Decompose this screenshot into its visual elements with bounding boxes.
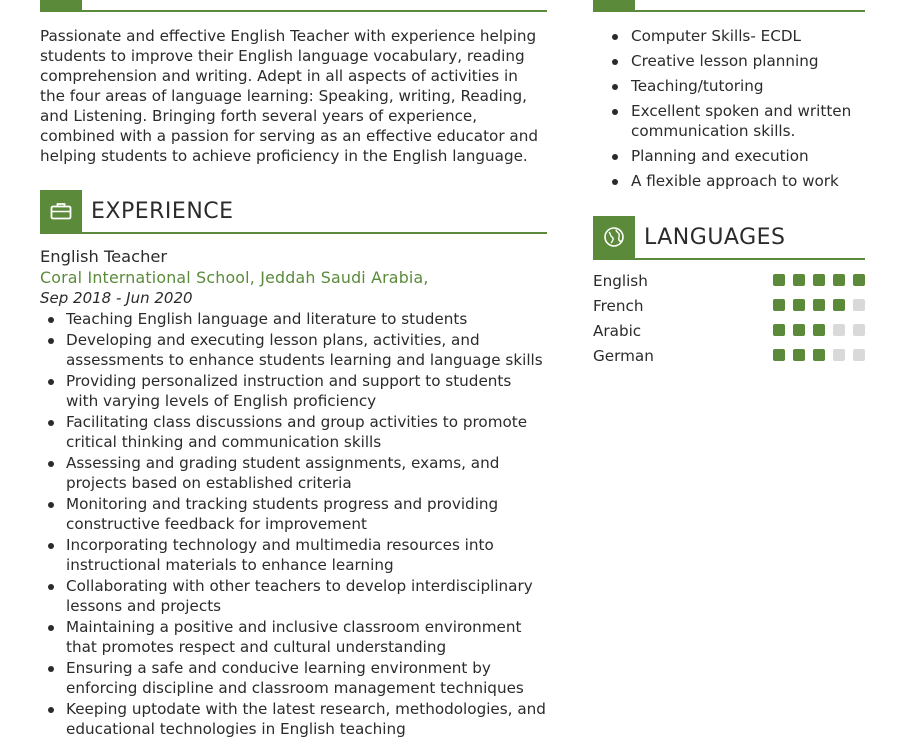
language-name: French <box>593 297 644 315</box>
level-dot-filled <box>773 324 785 336</box>
list-item: Providing personalized instruction and support to students with varying levels of English proficiency <box>40 371 547 412</box>
level-dot-filled <box>833 274 845 286</box>
language-name: English <box>593 272 648 290</box>
list-item: Incorporating technology and multimedia resources into instructional materials to enhance learning <box>40 535 547 576</box>
company-name: Coral International School, Jeddah Saudi Arabia, <box>40 268 429 287</box>
level-dot-empty <box>853 324 865 336</box>
level-dot-filled <box>773 274 785 286</box>
language-row <box>593 320 865 345</box>
list-item: Facilitating class discussions and group activities to promote critical thinking and communication skills <box>40 412 547 453</box>
list-item: Computer Skills- ECDL <box>612 26 852 46</box>
level-dot-filled <box>773 349 785 361</box>
level-dot-empty <box>853 299 865 311</box>
level-dot-filled <box>813 349 825 361</box>
level-dot-empty <box>853 349 865 361</box>
level-dot-filled <box>793 349 805 361</box>
level-dot-filled <box>813 274 825 286</box>
list-item: Creative lesson planning <box>612 51 852 71</box>
language-level <box>773 299 865 311</box>
job-title: English Teacher <box>40 247 168 266</box>
summary-text: Passionate and effective English Teacher with experience helping students to improve their English language vocabulary, reading comprehension and writing. Adept in all aspects of activities in the four areas of language learning: Speaking, writing, Reading, and Listening. Bringing forth several years of experience, combined with a passion for serving as an effective educator and helping students to achieve proficiency in the English language. <box>40 27 538 165</box>
level-dot-filled <box>833 299 845 311</box>
experience-heading: EXPERIENCE <box>91 199 234 224</box>
level-dot-filled <box>793 274 805 286</box>
list-item: Keeping uptodate with the latest research, methodologies, and educational technologies in English teaching <box>40 699 547 740</box>
job-bullet-list <box>40 309 547 740</box>
list-item: Teaching English language and literature to students <box>40 309 547 330</box>
language-name: Arabic <box>593 322 642 340</box>
skills-list <box>612 26 852 196</box>
list-item: Collaborating with other teachers to develop interdisciplinary lessons and projects <box>40 576 547 617</box>
list-item: Developing and executing lesson plans, activities, and assessments to enhance students learning and language skills <box>40 330 547 371</box>
list-item: Maintaining a positive and inclusive classroom environment that promotes respect and cultural understanding <box>40 617 547 658</box>
list-item: Planning and execution <box>612 146 852 166</box>
languages-heading: LANGUAGES <box>644 225 786 250</box>
list-item: Teaching/tutoring <box>612 76 852 96</box>
experience-section-header <box>40 190 547 234</box>
languages-section-header <box>593 216 865 260</box>
level-dot-empty <box>833 324 845 336</box>
level-dot-filled <box>773 299 785 311</box>
list-item: Assessing and grading student assignments, exams, and projects based on established criteria <box>40 453 547 494</box>
skills-section-header <box>593 0 865 12</box>
skills-icon <box>593 0 635 10</box>
language-name: German <box>593 347 654 365</box>
list-item: Excellent spoken and written communication skills. <box>612 101 852 141</box>
level-dot-filled <box>853 274 865 286</box>
briefcase-icon <box>40 190 82 232</box>
list-item: A flexible approach to work <box>612 171 852 191</box>
level-dot-filled <box>813 299 825 311</box>
language-level <box>773 349 865 361</box>
job-entry <box>40 246 547 740</box>
language-level <box>773 324 865 336</box>
language-row <box>593 270 865 295</box>
job-dates: Sep 2018 - Jun 2020 <box>40 289 193 307</box>
globe-icon <box>593 216 635 258</box>
list-item: Monitoring and tracking students progress and providing constructive feedback for improvement <box>40 494 547 535</box>
summary-section-header <box>40 0 547 12</box>
list-item: Ensuring a safe and conducive learning environment by enforcing discipline and classroom management techniques <box>40 658 547 699</box>
language-row <box>593 345 865 370</box>
languages-list <box>593 270 865 370</box>
level-dot-empty <box>833 349 845 361</box>
level-dot-filled <box>813 324 825 336</box>
language-row <box>593 295 865 320</box>
level-dot-filled <box>793 299 805 311</box>
language-level <box>773 274 865 286</box>
summary-icon <box>40 0 82 10</box>
level-dot-filled <box>793 324 805 336</box>
